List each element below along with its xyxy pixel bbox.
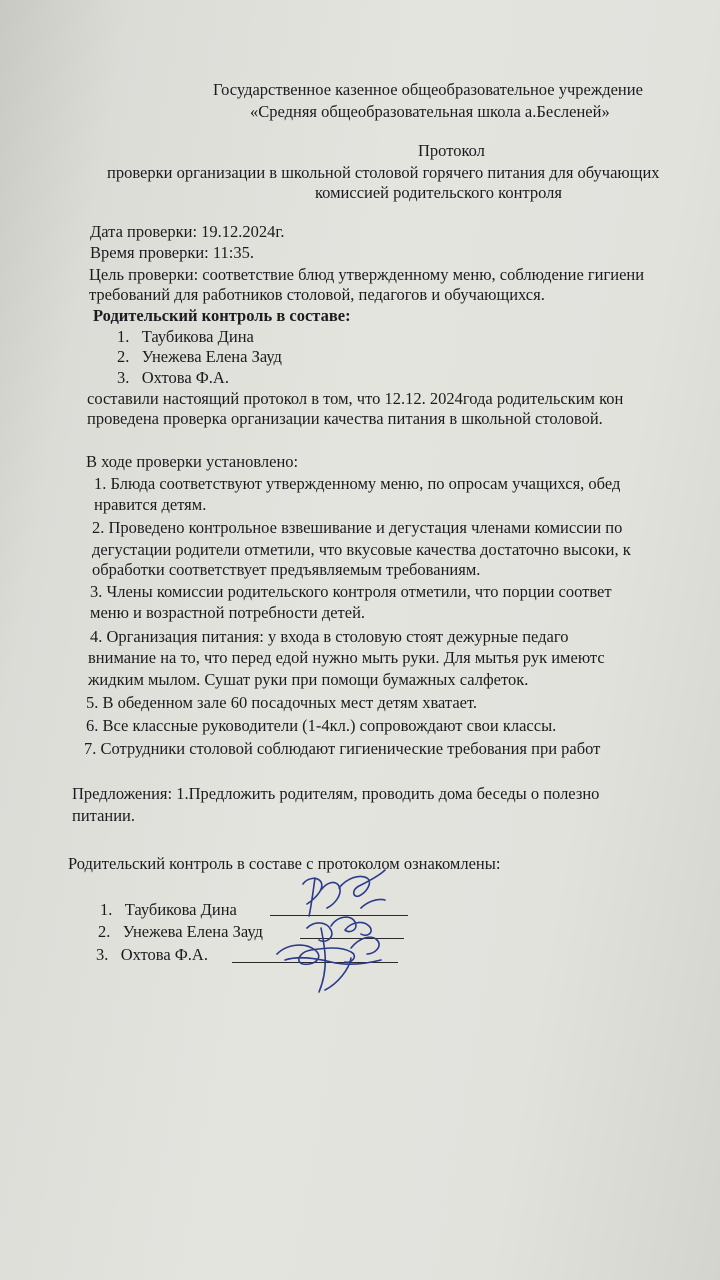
- finding-line: 1. Блюда соответствуют утвержденному меню, по опросам учащихся, обед: [94, 474, 621, 493]
- signer-row: [98, 922, 263, 942]
- finding-line: меню и возрастной потребности детей.: [90, 603, 366, 622]
- document-subtitle-line1: проверки организации в школьной столовой горячего питания для обучающих: [107, 163, 660, 182]
- inspection-purpose-line1: Цель проверки: соответствие блюд утвержденному меню, соблюдение гигиени: [89, 265, 645, 284]
- list-number: 3.: [117, 368, 130, 387]
- finding-line: жидким мылом. Сушат руки при помощи бумажных салфеток.: [88, 670, 529, 689]
- finding-line: 3. Члены комиссии родительского контроля отметили, что порции соответ: [90, 582, 612, 601]
- document-title: Протокол: [418, 141, 485, 160]
- findings-heading: В ходе проверки установлено:: [86, 452, 299, 471]
- inspection-purpose-line2: требований для работников столовой, педагогов и обучающихся.: [89, 285, 545, 304]
- list-number: 1.: [100, 900, 113, 919]
- document-subtitle-line2: комиссией родительского контроля: [315, 183, 562, 202]
- list-number: 1.: [117, 327, 130, 346]
- signer-row: [96, 945, 208, 965]
- member-name: Охтова Ф.А.: [141, 368, 229, 387]
- signer-name: Таубикова Дина: [124, 900, 237, 919]
- statement-line2: проведена проверка организации качества питания в школьной столовой.: [87, 409, 603, 428]
- member-name: Таубикова Дина: [141, 327, 254, 346]
- inspection-time: Время проверки: 11:35.: [90, 243, 254, 262]
- proposals-line2: питании.: [72, 806, 136, 825]
- inspection-date: Дата проверки: 19.12.2024г.: [90, 222, 285, 241]
- committee-member: [117, 368, 229, 388]
- finding-line: внимание на то, что перед едой нужно мыть руки. Для мытья рук имеютс: [88, 648, 605, 667]
- acknowledgment-heading: Родительский контроль в составе с протоколом ознакомлены:: [68, 854, 501, 873]
- handwritten-signatures: [255, 868, 405, 998]
- list-number: 2.: [98, 922, 111, 941]
- finding-line: нравится детям.: [94, 495, 207, 514]
- finding-line: 6. Все классные руководители (1-4кл.) сопровождают свои классы.: [86, 716, 557, 735]
- finding-line: дегустации родители отметили, что вкусовые качества достаточно высоки, к: [92, 540, 631, 559]
- signer-row: [100, 900, 237, 920]
- finding-line: обработки соответствует предъявляемым требованиям.: [92, 560, 481, 579]
- institution-name-line1: Государственное казенное общеобразовательное учреждение: [213, 80, 643, 99]
- finding-line: 4. Организация питания: у входа в столовую стоят дежурные педаго: [90, 627, 569, 646]
- statement-line1: составили настоящий протокол в том, что 12.12. 2024года родительским кон: [87, 389, 624, 408]
- institution-name-line2: «Средняя общеобразовательная школа а.Бесленей»: [250, 102, 610, 121]
- signer-name: Охтова Ф.А.: [120, 945, 208, 964]
- list-number: 2.: [117, 347, 130, 366]
- finding-line: 5. В обеденном зале 60 посадочных мест детям хватает.: [86, 693, 478, 712]
- committee-member: [117, 327, 254, 347]
- committee-member: [117, 347, 282, 367]
- signer-name: Унежева Елена Зауд: [122, 922, 263, 941]
- finding-line: 2. Проведено контрольное взвешивание и дегустация членами комиссии по: [92, 518, 623, 537]
- member-name: Унежева Елена Зауд: [141, 347, 282, 366]
- list-number: 3.: [96, 945, 109, 964]
- proposals-line1: Предложения: 1.Предложить родителям, проводить дома беседы о полезно: [72, 784, 600, 803]
- finding-line: 7. Сотрудники столовой соблюдают гигиенические требования при работ: [84, 739, 601, 758]
- committee-heading: Родительский контроль в составе:: [93, 306, 351, 325]
